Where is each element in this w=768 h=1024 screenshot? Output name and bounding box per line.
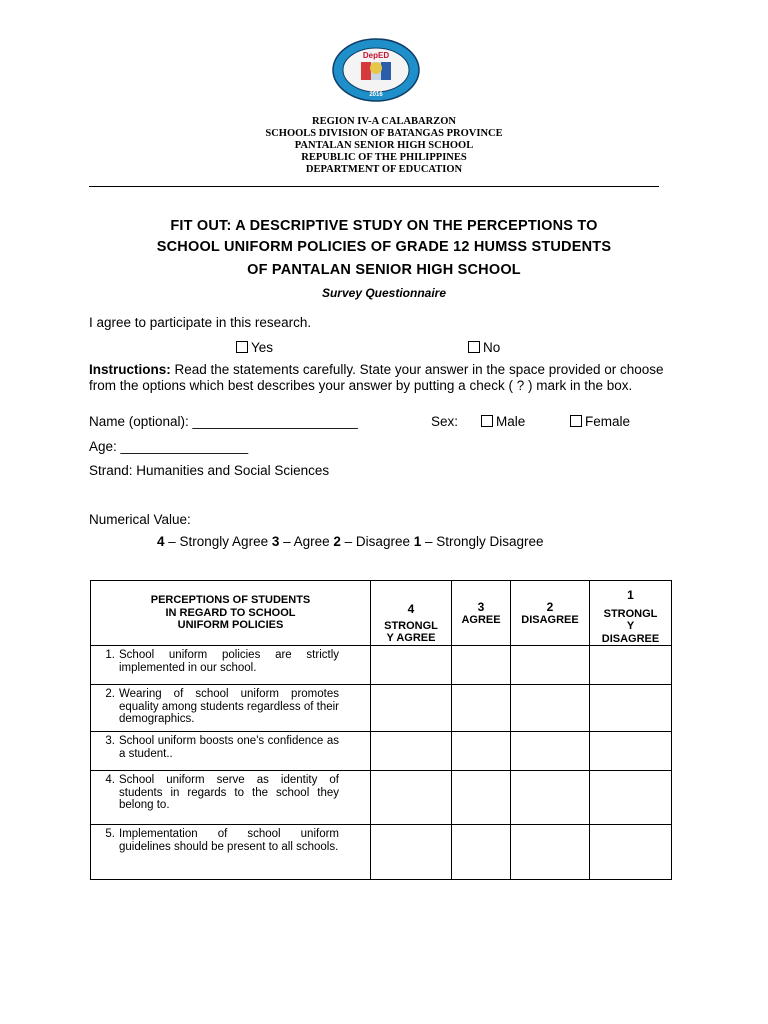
title-line-2: SCHOOL UNIFORM POLICIES OF GRADE 12 HUMSS STUDENTS	[156, 239, 612, 255]
header-strongly-agree-num: 4	[407, 602, 415, 616]
perceptions-table	[90, 580, 672, 880]
header-disagree	[511, 581, 590, 646]
logo-year: 2016	[369, 92, 383, 98]
header-strongly-disagree-label-3: DISAGREE	[601, 632, 660, 645]
rating-cell-disagree[interactable]	[511, 771, 590, 825]
rating-cell-strongly-disagree[interactable]	[590, 771, 672, 825]
rating-cell-strongly-agree[interactable]	[371, 771, 452, 825]
rating-cell-strongly-disagree[interactable]	[590, 685, 672, 732]
header-perceptions-line-1: PERCEPTIONS OF STUDENTS	[150, 594, 311, 606]
sex-label: Sex:	[431, 414, 459, 429]
rating-cell-agree[interactable]	[452, 685, 511, 732]
header-division: SCHOOLS DIVISION OF BATANGAS PROVINCE	[265, 128, 503, 139]
header-disagree-label: DISAGREE	[521, 613, 579, 626]
rating-cell-strongly-agree[interactable]	[371, 825, 452, 880]
female-label: Female	[585, 414, 631, 429]
rating-cell-strongly-disagree[interactable]	[590, 646, 672, 685]
header-disagree-num: 2	[546, 600, 554, 614]
table-row	[91, 732, 672, 771]
male-label: Male	[496, 414, 526, 429]
rating-cell-strongly-agree[interactable]	[371, 685, 452, 732]
header-agree-label: AGREE	[461, 613, 501, 626]
header-strongly-agree	[371, 581, 452, 646]
document-header	[0, 116, 768, 176]
rating-cell-strongly-disagree[interactable]	[590, 732, 672, 771]
consent-yes-checkbox[interactable]	[236, 341, 248, 353]
numerical-value-label: Numerical Value:	[89, 512, 191, 527]
table-header-row	[91, 581, 672, 646]
rating-cell-agree[interactable]	[452, 732, 511, 771]
statement-cell	[91, 646, 371, 685]
rating-cell-agree[interactable]	[452, 825, 511, 880]
statement-number: 4.	[105, 774, 115, 786]
rating-cell-strongly-disagree[interactable]	[590, 825, 672, 880]
statement-cell	[91, 825, 371, 880]
consent-yes-option[interactable]	[236, 340, 273, 355]
statement-number: 5.	[105, 828, 115, 840]
scale-text-3: – Agree	[279, 534, 334, 549]
consent-yes-label: Yes	[251, 340, 274, 355]
sex-female-option[interactable]	[570, 414, 630, 429]
table-row	[91, 825, 672, 880]
numerical-scale	[157, 534, 544, 549]
header-strongly-agree-label-1: STRONGL	[384, 619, 438, 632]
header-strongly-disagree-label-1: STRONGL	[603, 607, 658, 620]
header-strongly-disagree	[590, 581, 672, 646]
scale-text-2: – Disagree	[340, 534, 414, 549]
header-strongly-agree-label-2: Y AGREE	[386, 632, 436, 644]
scale-text-4: – Strongly Agree	[164, 534, 272, 549]
rating-cell-disagree[interactable]	[511, 646, 590, 685]
title-line-3: OF PANTALAN SENIOR HIGH SCHOOL	[247, 262, 521, 278]
statement-cell	[91, 685, 371, 732]
scale-value-2: 2	[333, 534, 341, 549]
female-checkbox[interactable]	[570, 415, 582, 427]
table-row	[91, 771, 672, 825]
header-agree-num: 3	[477, 600, 485, 614]
statement-cell	[91, 732, 371, 771]
header-perceptions	[91, 581, 371, 646]
male-checkbox[interactable]	[481, 415, 493, 427]
statement-cell	[91, 771, 371, 825]
school-seal-logo	[331, 38, 421, 102]
statement-text: Wearing of school uniform promotes equality among students regardless of their demographics.	[119, 688, 339, 725]
scale-value-1: 1	[413, 534, 422, 549]
header-strongly-disagree-label-2: Y	[626, 620, 635, 632]
table-row	[91, 646, 672, 685]
header-strongly-disagree-num: 1	[627, 588, 634, 602]
instructions-label: Instructions:	[89, 362, 171, 377]
header-perceptions-line-2: IN REGARD TO SCHOOL	[165, 606, 296, 619]
instructions	[89, 362, 679, 393]
header-department: DEPARTMENT OF EDUCATION	[305, 164, 463, 175]
statement-number: 2.	[105, 688, 115, 700]
statement-text: School uniform serve as identity of students in regards to the school they belong to.	[119, 774, 339, 811]
title-line-1: FIT OUT: A DESCRIPTIVE STUDY ON THE PERCEPTIONS TO	[170, 218, 598, 234]
statement-text: School uniform boosts one's confidence as a student..	[119, 735, 339, 760]
scale-text-1: – Strongly Disagree	[421, 534, 544, 549]
consent-statement: I agree to participate in this research.	[89, 315, 312, 330]
rating-cell-agree[interactable]	[452, 771, 511, 825]
header-divider	[89, 186, 659, 187]
table-row	[91, 685, 672, 732]
rating-cell-strongly-agree[interactable]	[371, 732, 452, 771]
header-school: PANTALAN SENIOR HIGH SCHOOL	[294, 140, 474, 151]
header-agree	[452, 581, 511, 646]
statement-text: School uniform policies are strictly implemented in our school.	[119, 649, 339, 674]
consent-no-checkbox[interactable]	[468, 341, 480, 353]
consent-no-label: No	[483, 340, 501, 355]
rating-cell-disagree[interactable]	[511, 732, 590, 771]
age-field[interactable]: Age: _________________	[89, 439, 249, 454]
statement-text: Implementation of school uniform guidelines should be present to all schools.	[119, 828, 339, 853]
rating-cell-strongly-agree[interactable]	[371, 646, 452, 685]
rating-cell-disagree[interactable]	[511, 685, 590, 732]
statement-number: 3.	[105, 735, 115, 747]
logo-text: DepED	[362, 51, 390, 60]
instructions-text: Read the statements carefully. State your answer in the space provided or choose from the options which best describes your answer by putting a check ( ? ) mark in the box.	[89, 362, 664, 393]
header-region: REGION IV-A CALABARZON	[312, 116, 456, 127]
scale-value-3: 3	[271, 534, 280, 549]
scale-value-4: 4	[157, 534, 165, 549]
strand-field: Strand: Humanities and Social Sciences	[89, 463, 330, 478]
study-title	[60, 216, 708, 281]
name-field[interactable]: Name (optional): ______________________	[89, 414, 358, 429]
survey-subtitle: Survey Questionnaire	[321, 286, 447, 300]
header-republic: REPUBLIC OF THE PHILIPPINES	[301, 152, 467, 163]
rating-cell-agree[interactable]	[452, 646, 511, 685]
consent-no-option[interactable]	[468, 340, 500, 355]
rating-cell-disagree[interactable]	[511, 825, 590, 880]
sex-male-option[interactable]	[481, 414, 525, 429]
statement-number: 1.	[105, 649, 115, 661]
header-perceptions-line-3: UNIFORM POLICIES	[177, 619, 284, 631]
